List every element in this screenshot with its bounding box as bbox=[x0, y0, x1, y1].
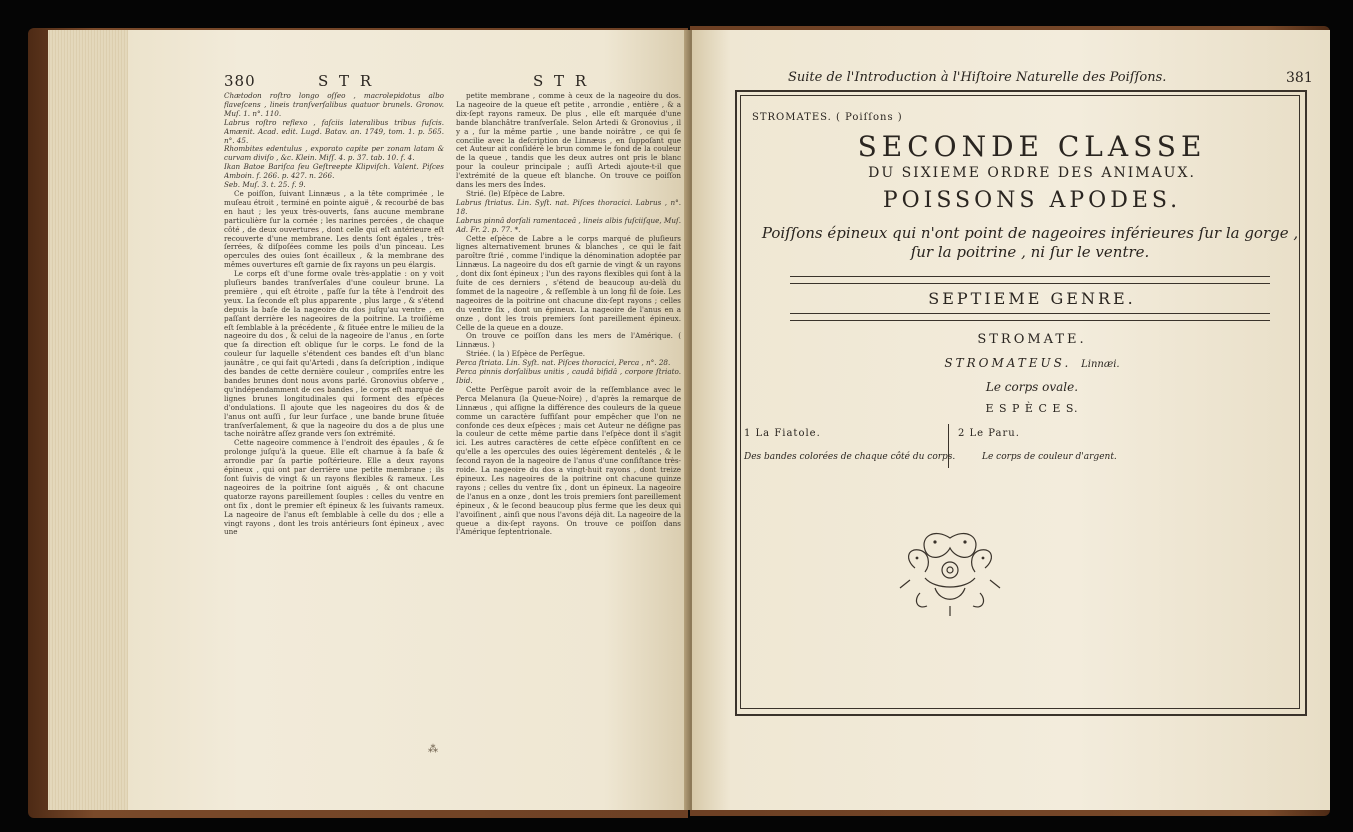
paragraph: Striée. ( la ) Eſpèce de Perſègue. bbox=[466, 349, 586, 359]
genus-name: STROMATE. bbox=[977, 332, 1087, 347]
running-head: Suite de l'Introduction à l'Hiſtoire Naturelle des Poiſſons. bbox=[788, 70, 1167, 85]
paragraph: On trouve ce poiſſon dans les mers de l'Amérique. ( Linnæus. ) bbox=[456, 331, 681, 350]
paragraph: Perca ſtriata. Lin. Syſt. nat. Piſces thoracici, Perca , n°. 28. bbox=[456, 358, 671, 368]
paragraph: Labrus roſtro reflexo , faſciis lateralibus tribus fuſcis. Amænit. Acad. edit. Lugd. Batav. an. 1749, tom. 1. p. 565. n°. 45. bbox=[224, 117, 444, 145]
species-2-name: 2 Le Paru. bbox=[958, 428, 1020, 439]
paragraph: Ce poiſſon, ſuivant Linnæus , a la tête comprimée , le muſeau étroit , terminé en pointe aiguë , & recourbé de bas en haut ; les yeux très-ouverts, ſans aucune membrane particulière ſur la cornée ; les narines percées , de chaque côté , de deux ouvertures , dont celle qui eſt antérieure eſt recouverte d'une membrane. Les dents ſont égales , très-ſerrées, & diſpoſées comme les poils d'un pinceau. Les opercules des ouies ſont écailleux , & la membrane des mêmes ouvertures eſt garnie de ſix rayons un peu élargis. bbox=[224, 188, 444, 270]
group-description: Poiſſons épineux qui n'ont point de nageoires inférieures ſur la gorge , ſur la poitrine , ni ſur le ventre. bbox=[761, 224, 1299, 261]
running-head-left: S T R bbox=[318, 72, 375, 90]
paragraph: Cette nageoire commence à l'endroit des épaules , & ſe prolonge juſqu'à la queue. Elle eſt charnue à ſa baſe & arrondie par ſa partie poſtérieure. Elle a deux rayons épineux , qui ont par derrière une petite membrane ; ils ſont ſuivis de vingt & un rayons flexibles & rameux. Les nageoires de la poitrine ſont aiguës , & ont chacune quatorze rayons pareillement ſouples : celles du ventre en ont ſix , dont le premier eſt épineux & les ſuivants rameux. La nageoire de l'anus eſt ſemblable à celle du dos ; elle a vingt rayons , dont les trois antérieurs ſont épineux , avec une bbox=[224, 438, 444, 537]
paragraph: Cette eſpèce de Labre a le corps marqué de pluſieurs lignes alternativement brunes & blanches , ce qui le fait paroître ſtrié , comme l'indique la dénomination adoptée par Linnæus. La nageoire du dos eſt garnie de vingt & un rayons , dont dix ſont épineux ; l'un des rayons flexibles qui ſont à la ſuite de ces derniers , s'étend de beaucoup au-delà du ſommet de la nageoire , & reſſemble à un long fil de ſoie. Les nageoires de la poitrine ont chacune dix-ſept rayons ; celles du ventre ſix , dont un épineux. La nageoire de l'anus en a onze , dont les trois premiers ſont pareillement épineux. Celle de la queue en a douze. bbox=[456, 233, 681, 332]
header-label: STROMATES. ( Poiſſons ) bbox=[752, 112, 903, 123]
order-line: DU SIXIEME ORDRE DES ANIMAUX. bbox=[868, 165, 1196, 181]
text-column-2 bbox=[456, 92, 681, 740]
paragraph: Strié. (le) Eſpèce de Labre. bbox=[466, 188, 565, 198]
species-heading: E S P È C E S. bbox=[985, 402, 1079, 415]
body-form: Le corps ovale. bbox=[985, 380, 1079, 394]
paragraph: Cette Perſègue paroît avoir de la reſſemblance avec le Perca Melanura (la Queue-Noire) , d'après la remarque de Linnæus , qui aſſigne la différence des couleurs de la queue comme un caractère ſuffiſant pour empêcher que l'on ne confonde ces deux eſpèces ; mais cet Auteur ne déſigne pas la couleur de cette même partie dans l'eſpèce dont il s'agit ici. Les autres caractères de cette eſpèce conſiſtent en ce qu'elle a les opercules des ouies légèrement dentelés , & le ſecond rayon de la nageoire de l'anus d'une conſiſtance très-roide. La nageoire du dos a vingt-huit rayons , dont treize épineux. Les nageoires de la poitrine ont chacune quinze rayons ; celles du ventre ſix , dont un épineux. La nageoire de l'anus en a onze , dont les trois premiers ſont pareillement épineux , & le ſecond beaucoup plus ferme que les deux qui l'avoiſinent , ainſi que nous l'avons déjà dit. La nageoire de la queue a dix-ſept rayons. On trouve ce poiſſon dans l'Amérique ſeptentrionale. bbox=[456, 384, 681, 537]
paragraph: Seb. Muſ. 3. t. 25. f. 9. bbox=[224, 180, 306, 190]
paragraph: Labrus pinnâ dorſali ramentaceâ , lineis albis fuſciiſque, Muſ. Ad. Fr. 2. p. 77. *. bbox=[456, 215, 681, 234]
paragraph: Labrus ſtriatus. Lin. Syſt. nat. Piſces thoracici. Labrus , n°. 18. bbox=[456, 197, 681, 216]
left-page bbox=[128, 30, 688, 810]
latin-author: Linnæi. bbox=[1081, 359, 1120, 370]
paragraph: Ikan Batoe Bariſca ſeu Geſtreepte Klipviſch. Valent. Piſces Amboin. f. 266. p. 427. n. 266. bbox=[224, 162, 444, 181]
paragraph: Rhombites edentulus , exporato capite per zonam latam & curvam diviſo , &c. Klein. Miſſ. 4. p. 37. tab. 10. f. 4. bbox=[224, 144, 444, 163]
genre-title: SEPTIEME GENRE. bbox=[928, 289, 1136, 308]
paragraph: Perca pinnis dorſalibus unitis , caudâ bifidâ , corpore ſtriato. Ibid. bbox=[456, 367, 681, 385]
running-head-right: S T R bbox=[533, 72, 590, 90]
class-title: SECONDE CLASSE bbox=[857, 130, 1207, 163]
species-2-description: Le corps de couleur d'argent. bbox=[982, 452, 1117, 462]
species-1-description: Des bandes colorées de chaque côté du corps. bbox=[744, 452, 956, 462]
paragraph: Le corps eſt d'une forme ovale très-applatie : on y voit pluſieurs bandes tranſverſales d'une couleur brune. La première , qui eſt étroite , paſſe ſur la tête à l'endroit des yeux. La ſeconde eſt plus apparente , plus large , & s'étend depuis la baſe de la nageoire du dos juſqu'au ventre , en paſſant derrière les nageoires de la poitrine. La troiſième eſt ſemblable à la précédente , & ſituée entre le milieu de la nageoire du dos , & celui de la nageoire de l'anus , en ſorte que ſa direction eſt oblique ſur le corps. Le fond de la couleur ſur laquelle s'étendent ces bandes eſt d'un blanc jaunâtre , ce qui fait qu'Artedi , dans ſa deſcription , indique des bandes de cette dernière couleur , compriſes entre les bandes brunes dont nous avons parlé. Gronovius obſerve , qu'indépendamment de ces bandes , le corps eſt marqué de lignes brunes longitudinales qui forment des eſpèces d'ondulations. Il ajoute que les nageoires du dos & de l'anus ont auſſi , ſur leur ſurface , une bande brune ſituée tranſverſalement, & que la nageoire du dos a de plus une tache noirâtre aſſez grande vers ſon extrémité. bbox=[224, 269, 444, 439]
text-column-1 bbox=[224, 92, 444, 740]
paragraph: petite membrane , comme à ceux de la nageoire du dos. La nageoire de la queue eſt petite , arrondie , entière , & a dix-ſept rayons rameux. De plus , elle eſt marquée d'une bande blanchâtre tranſverſale. Selon Artedi & Gronovius , il y a , ſur la même partie , une bande noirâtre , ce qui ſe concilie avec la deſcription de Linnæus , en ſuppoſant que cet Auteur ait conſidéré le brun comme le fond de la couleur de la queue , tandis que les deux autres ont pris le blanc pour la couleur principale ; auſſi Artedi ajoute-t-il que l'extrémité de la queue eſt blanche. On trouve ce poiſſon dans les mers des Indes. bbox=[456, 92, 681, 190]
page-number-left: 380 bbox=[224, 72, 256, 90]
page-number-right: 381 bbox=[1286, 70, 1313, 86]
ornamental-rule-bottom bbox=[790, 313, 1270, 321]
latin-name: STROMATEUS. bbox=[944, 356, 1072, 370]
bottom-ornament: ⁂ bbox=[428, 744, 438, 755]
ornamental-rule-top bbox=[790, 276, 1270, 284]
group-title: POISSONS APODES. bbox=[882, 188, 1182, 213]
species-1-name: 1 La Fiatole. bbox=[744, 428, 821, 439]
latin-name-line bbox=[752, 356, 1312, 370]
paragraph: Chætodon roſtro longo oſſeo , macrolepidotus albo flaveſcens , lineis tranſverſalibus quatuor brunels. Gronov. Muſ. 1. n°. 110. bbox=[224, 92, 444, 118]
floral-vignette bbox=[895, 518, 1005, 618]
